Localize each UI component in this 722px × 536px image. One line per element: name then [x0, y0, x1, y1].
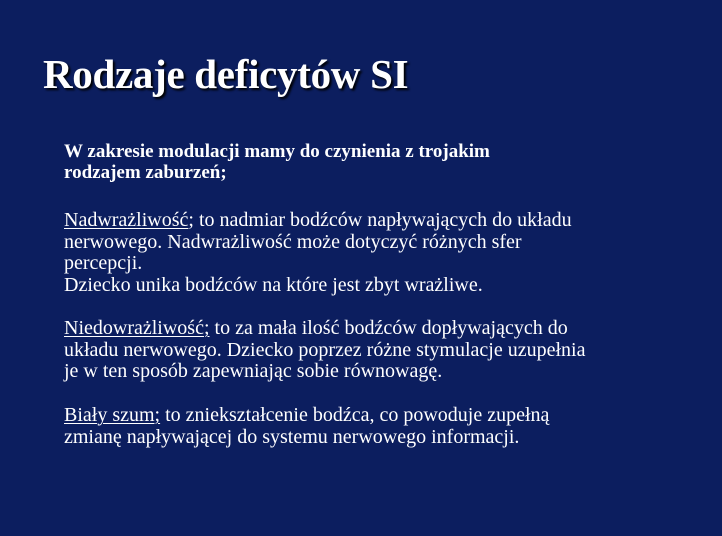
intro-line-2: rodzajem zaburzeń;: [64, 162, 227, 183]
section-line: Dziecko unika bodźców na które jest zbyt wrażliwe.: [64, 273, 483, 296]
intro-text: [64, 141, 664, 183]
section-line: układu nerwowego. Dziecko poprzez różne stymulacje uzupełnia: [64, 338, 586, 361]
section-line: je w ten sposób zapewniając sobie równowagę.: [64, 360, 443, 382]
section-line: nerwowego. Nadwrażliwość może dotyczyć różnych sfer: [64, 230, 522, 253]
term-bialy-szum: Biały szum;: [64, 404, 161, 426]
section-line: percepcji.: [64, 252, 143, 274]
section-first-line: [64, 318, 704, 340]
slide-title: Rodzaje deficytów SI: [43, 51, 409, 97]
section-first-line: [64, 210, 704, 232]
term-nadwrazliwosc: Nadwrażliwość: [64, 209, 189, 231]
section-nadwrazliwosc: [64, 210, 704, 296]
section-first-line-rest: ; to nadmiar bodźców napływających do układu: [188, 209, 572, 231]
section-bialy-szum: [64, 405, 704, 448]
term-niedowrazliwosc: Niedowrażliwość;: [64, 317, 210, 339]
section-line: zmianę napływającej do systemu nerwowego informacji.: [64, 425, 520, 448]
section-first-line-rest: to za mała ilość bodźców dopływających do: [209, 317, 568, 339]
section-first-line-rest: to zniekształcenie bodźca, co powoduje zupełną: [160, 404, 550, 426]
section-first-line: [64, 405, 704, 427]
intro-line-1: W zakresie modulacji mamy do czynienia z trojakim: [64, 141, 490, 162]
section-niedowrazliwosc: [64, 318, 704, 383]
